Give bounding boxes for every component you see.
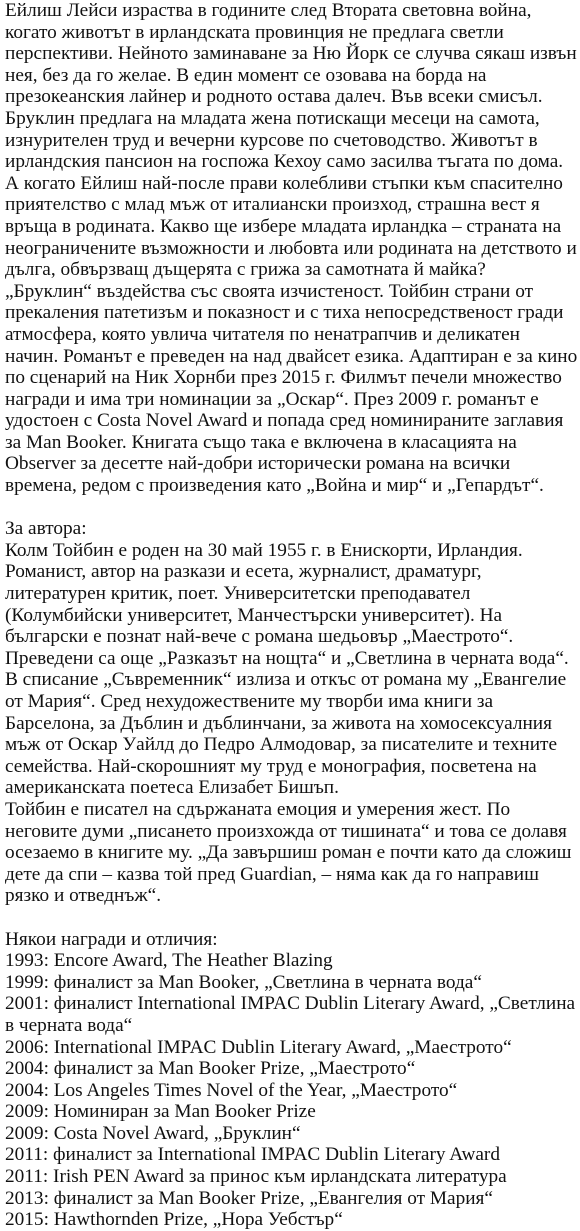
text-line: ирландския пансион на госпожа Кехоу само засилва тъгата по дома. (5, 151, 564, 173)
text-line: от Мария“. Сред нехудожествените му творби има книги за (5, 691, 494, 712)
text-line: неограничените възможности и любовта или родината на детството и (5, 237, 577, 259)
text-line: Барселона, за Дъблин и дъблинчани, за живота на хомосексуалния (5, 712, 552, 734)
paragraph-spacer (5, 497, 580, 519)
text-line: В списание „Съвременник“ излиза и откъс от романа му „Евангелие (5, 669, 567, 691)
text-line: награди и има три номинации за „Оскар“. През 2009 г. романът е (5, 388, 539, 410)
list-item: 2004: Los Angeles Times Novel of the Year, „Маестрото“ (5, 1079, 458, 1101)
text-line: Колм Тойбин е роден на 30 май 1955 г. в Енискорти, Ирландия. (5, 539, 523, 561)
text-line: рязко и отведнъж“. (5, 885, 162, 907)
book-description (5, 0, 580, 497)
list-item: 2015: Hawthornden Prize, „Нора Уебстър“ (5, 1209, 343, 1231)
author-heading: За автора: (5, 518, 87, 540)
text-line: Преведени са още „Разказът на нощта“ и „Светлина в черната вода“. (5, 647, 569, 669)
text-line: начин. Романът е преведен на над двайсет езика. Адаптиран е за кино (5, 345, 578, 367)
list-item: 2011: финалист за International IMPAC Dublin Literary Award (5, 1144, 500, 1166)
text-line: Ейлиш Лейси израства в годините след Втората световна война, (5, 0, 532, 21)
list-item: 2004: финалист за Man Booker Prize, „Маестрото“ (5, 1058, 416, 1080)
paragraph-spacer (5, 907, 580, 929)
list-item: 2013: финалист за Man Booker Prize, „Евангелия от Мария“ (5, 1187, 493, 1209)
text-line: удостоен с Costa Novel Award и попада сред номинираните заглавия (5, 410, 564, 432)
text-line: изнурителен труд и вечерни курсове по счетоводство. Животът в (5, 129, 538, 151)
text-line: презокеанския лайнер и родното остава далеч. Във всеки смисъл. (5, 86, 543, 108)
text-line: осезаемо в книгите му. „Да завършиш роман е почти като да сложиш (5, 842, 572, 864)
text-line: приятелство с млад мъж от италиански произход, страшна вест я (5, 194, 540, 216)
list-item: 2006: International IMPAC Dublin Literary Award, „Маестрото“ (5, 1036, 512, 1058)
list-item: 2009: Номиниран за Man Booker Prize (5, 1101, 316, 1123)
text-line: прекаления патетизъм и показност и с тиха непосредственост гради (5, 302, 564, 324)
awards-list (5, 950, 580, 1231)
text-line: семейства. Най-скорошният му труд е монография, посветена на (5, 755, 537, 777)
text-line: американската поетеса Елизабет Бишъп. (5, 777, 339, 799)
text-line: времена, редом с произведения като „Война и мир“ и „Гепардът“. (5, 475, 544, 497)
list-item: 2009: Costa Novel Award, „Бруклин“ (5, 1122, 301, 1144)
text-line: Романист, автор на разкази и есета, журналист, драматург, (5, 561, 482, 583)
text-line: „Бруклин“ въздейства със своята изчистеност. Тойбин страни от (5, 280, 534, 302)
text-line: по сценарий на Ник Хорнби през 2015 г. Филмът печели множество (5, 367, 562, 389)
text-line: Тойбин е писател на сдържаната емоция и умерения жест. По (5, 798, 511, 820)
text-line: български е познат най-вече с романа шедьовър „Маестрото“. (5, 626, 514, 648)
text-line: дълга, обвързващ дъщерята с грижа за самотната й майка? (5, 259, 486, 281)
text-line: А когато Ейлиш най-после прави колебливи стъпки към спасително (5, 172, 563, 194)
text-line: дете да спи – казва той пред Guardian, – няма как да го направиш (5, 863, 539, 885)
text-line: атмосфера, която увлича читателя по ненатрапчив и деликатен (5, 323, 520, 345)
text-line: неговите думи „писането произхожда от тишината“ и това се долавя (5, 820, 567, 842)
awards-section (5, 929, 580, 1231)
list-item: 2001: финалист International IMPAC Dublin Literary Award, „Светлина (5, 993, 576, 1015)
list-item: 1993: Encore Award, The Heather Blazing (5, 950, 333, 972)
awards-heading: Някои награди и отличия: (5, 928, 218, 950)
text-line: Observer за десетте най-добри исторически романа на всички (5, 453, 511, 475)
text-line: перспективи. Нейното заминаване за Ню Йорк се случва сякаш извън (5, 43, 577, 65)
text-line: (Колумбийски университет, Манчестърски университет). На (5, 604, 503, 626)
text-line: за Man Booker. Книгата също така е включена в класацията на (5, 431, 517, 453)
list-item: в черната вода“ (5, 1014, 133, 1036)
text-line: нея, без да го желае. В един момент се озовава на борда на (5, 64, 487, 86)
text-line: литературен критик, поет. Университетски преподавател (5, 583, 471, 605)
text-line: Бруклин предлага на младата жена потискащи месеци на самота, (5, 107, 540, 129)
text-line: мъж от Оскар Уайлд до Педро Алмодовар, за писателите и техните (5, 734, 558, 756)
list-item: 1999: финалист за Man Booker, „Светлина в черната вода“ (5, 971, 482, 993)
text-line: когато животът в ирландската провинция не предлага светли (5, 21, 504, 43)
document-body (5, 0, 580, 1231)
author-section (5, 518, 580, 907)
text-line: връща в родината. Какво ще избере младата ирландка – страната на (5, 215, 562, 237)
list-item: 2011: Irish PEN Award за принос към ирландската литература (5, 1166, 507, 1188)
